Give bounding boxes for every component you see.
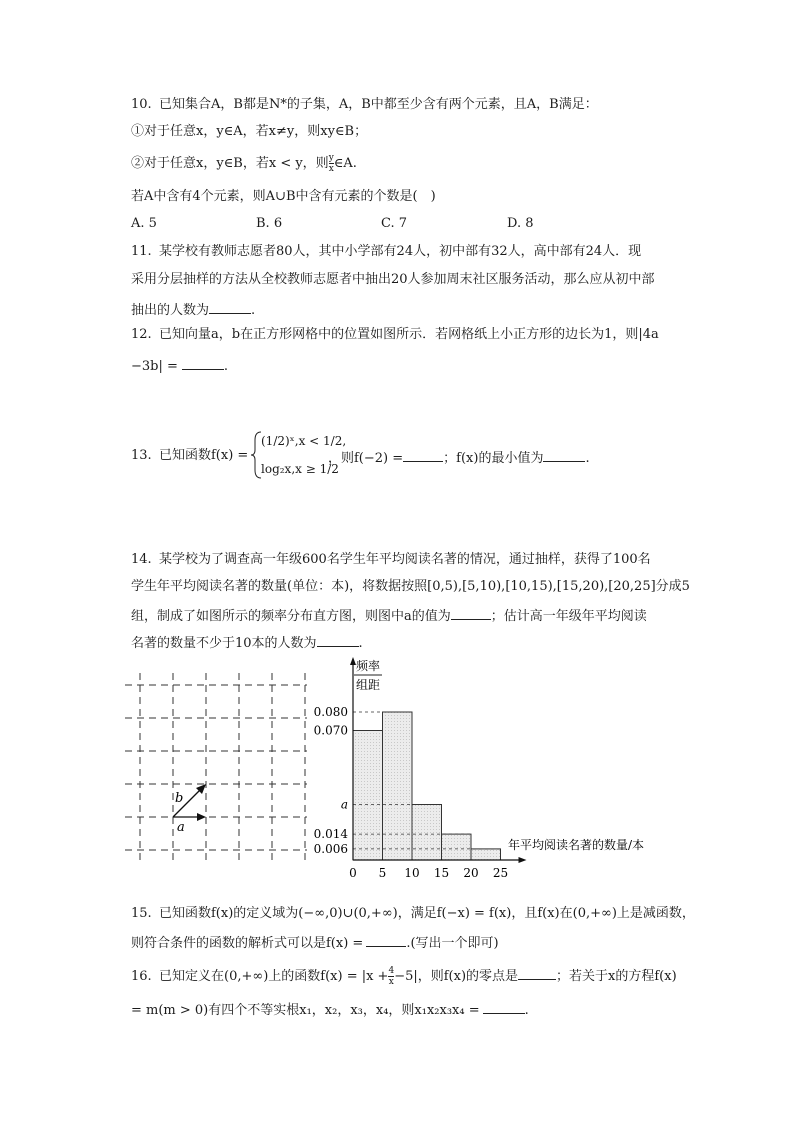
histogram-bar: [353, 731, 383, 861]
q16-line2-post: .: [524, 1003, 529, 1018]
q13-case2: log₂x,x ≥ 1/2: [261, 462, 339, 476]
q15-number: 15.: [131, 906, 152, 921]
q16-line1-mid: −5|，则f(x)的零点是: [394, 969, 519, 984]
q10-cond2-pre: ②对于任意x，y∈B，若x < y，则: [131, 156, 329, 171]
q14-blank2[interactable]: [317, 632, 359, 647]
q10-cond2: [131, 153, 357, 174]
q11-line1-text: 某学校有教师志愿者80人，其中小学部有24人，初中部有32人，高中部有24人．现: [159, 244, 642, 259]
x-axis-arrow-icon: [519, 857, 527, 863]
x-tick-label: 20: [463, 866, 479, 880]
histogram-bar: [412, 805, 442, 861]
q15-line2-post: .(写出一个即可): [406, 936, 499, 951]
vector-grid-figure: [125, 668, 310, 863]
q16-number: 16.: [131, 969, 152, 984]
histogram-bar: [471, 849, 501, 860]
q14-line4: 名著的数量不少于10本的人数为 .: [131, 632, 363, 653]
q15-line1: [131, 905, 695, 923]
q14-blank1[interactable]: [451, 605, 491, 620]
q14-line1-text: 某学校为了调查高一年级600名学生年平均阅读名著的情况，通过抽样，获得了100名: [159, 552, 651, 567]
vector-b-label: b: [175, 791, 184, 806]
q16-line1-post: ；若关于x的方程f(x): [556, 969, 677, 984]
q13-pre: 已知函数f(x) =: [159, 448, 249, 463]
q14-number: 14.: [131, 552, 152, 567]
vector-a-arrowhead-icon: [197, 813, 206, 821]
frac-denominator: x: [388, 977, 394, 987]
q15-line1-text: 已知函数f(x)的定义域为(−∞,0)∪(0,+∞)，满足f(−x) = f(x)，且f(x)在(0,+∞)上是减函数，: [159, 906, 695, 921]
q11-line3-text: 抽出的人数为: [131, 303, 210, 318]
q12-line2: −3b| = .: [131, 355, 228, 376]
q10-stem: [131, 96, 598, 114]
q14-line1: [131, 551, 651, 569]
q12-number: 12.: [131, 327, 152, 342]
q11-line1: [131, 243, 641, 261]
ylabel-top: 频率: [355, 659, 381, 673]
q11-line2: 采用分层抽样的方法从全校教师志愿者中抽出20人参加周末社区服务活动，那么应从初中部: [131, 272, 655, 287]
q10-question: 若A中含有4个元素，则A∪B中含有元素的个数是( ): [131, 189, 436, 204]
q13-blank2[interactable]: [543, 447, 585, 462]
y-tick-label: 0.070: [313, 723, 348, 738]
y-tick-label: 0.006: [313, 841, 348, 856]
q14-line4-text: 名著的数量不少于10本的人数为: [131, 636, 317, 651]
frequency-histogram: [310, 655, 690, 885]
grid-lines: [125, 673, 307, 860]
q12-answer-blank[interactable]: [182, 355, 224, 370]
x-tick-label: 15: [433, 866, 450, 880]
q12-line1-text: 已知向量a，b在正方形网格中的位置如图所示．若网格纸上小正方形的边长为1，则|4a: [159, 327, 659, 342]
q16-line1: [131, 965, 677, 987]
vector-a-label: a: [177, 820, 185, 835]
y-tick-label: 0.014: [313, 827, 348, 842]
q14-line3b-text: ；估计高一年级年平均阅读: [490, 609, 647, 624]
q16-line1-pre: 已知定义在(0,+∞)上的函数f(x) = |x +: [159, 969, 389, 984]
q12-line2-pre: −3b| =: [131, 359, 178, 374]
q11-answer-blank[interactable]: [209, 299, 251, 314]
q16-blank1[interactable]: [518, 965, 556, 980]
q16-line2-pre: = m(m > 0)有四个不等实根x₁，x₂，x₃，x₄，则x₁x₂x₃x₄ =: [131, 1003, 480, 1018]
histogram-bar: [442, 834, 472, 860]
frac-numerator: y: [328, 153, 334, 163]
q10-option-b: B. 6: [256, 216, 283, 231]
q10-number: 10.: [131, 97, 152, 112]
x-tick-label: 10: [404, 866, 420, 880]
q14-line3: [131, 605, 647, 626]
q13-blank1[interactable]: [403, 447, 443, 462]
x-tick-label: 5: [378, 866, 387, 880]
xlabel: 年平均阅读名著的数量/本: [508, 838, 645, 852]
x-tick-label: 0: [349, 866, 357, 880]
q11-number: 11.: [131, 244, 152, 259]
q15-answer-blank[interactable]: [366, 932, 406, 947]
q13-mid2: ；f(x)的最小值为: [443, 451, 544, 466]
frac-denominator: x: [328, 164, 334, 174]
q10-cond2-post: ∈A.: [333, 156, 357, 171]
q10-option-d: D. 8: [507, 216, 534, 231]
q14-line3-text: 组，制成了如图所示的频率分布直方图，则图中a的值为: [131, 609, 451, 624]
x-tick-label: 25: [492, 866, 509, 880]
q13-tail: ，则f(−2) = ；f(x)的最小值为 .: [328, 447, 590, 468]
q13-mid: ，则f(−2) =: [328, 451, 404, 466]
q16-line2: [131, 999, 529, 1020]
q16-blank2[interactable]: [483, 999, 525, 1014]
histogram-bar: [383, 712, 413, 860]
q10-option-a: A. 5: [131, 216, 157, 231]
q15-line2-pre: 则符合条件的函数的解析式可以是f(x) =: [131, 936, 364, 951]
y-tick-label: a: [340, 797, 348, 812]
y-tick-label: 0.080: [313, 705, 348, 719]
q13-line: [131, 447, 248, 465]
q15-line2: [131, 932, 499, 953]
q13-number: 13.: [131, 448, 152, 463]
q10-option-c: C. 7: [381, 216, 408, 231]
q13-case1: (1/2)ˣ,x < 1/2,: [261, 434, 347, 448]
q10-cond1: ①对于任意x，y∈A，若x≠y，则xy∈B；: [131, 124, 368, 139]
q11-line3: 抽出的人数为 .: [131, 299, 255, 320]
q12-line1: [131, 326, 659, 344]
q14-line2: 学生年平均阅读名著的数量(单位：本)，将数据按照[0,5),[5,10),[10,15),[15,20),[20,25]分成5: [131, 579, 690, 594]
frac-numerator: 4: [388, 966, 395, 976]
q10-stem-text: 已知集合A，B都是N*的子集，A，B中都至少含有两个元素，且A，B满足：: [159, 97, 598, 112]
ylabel-bottom: 组距: [355, 678, 381, 692]
